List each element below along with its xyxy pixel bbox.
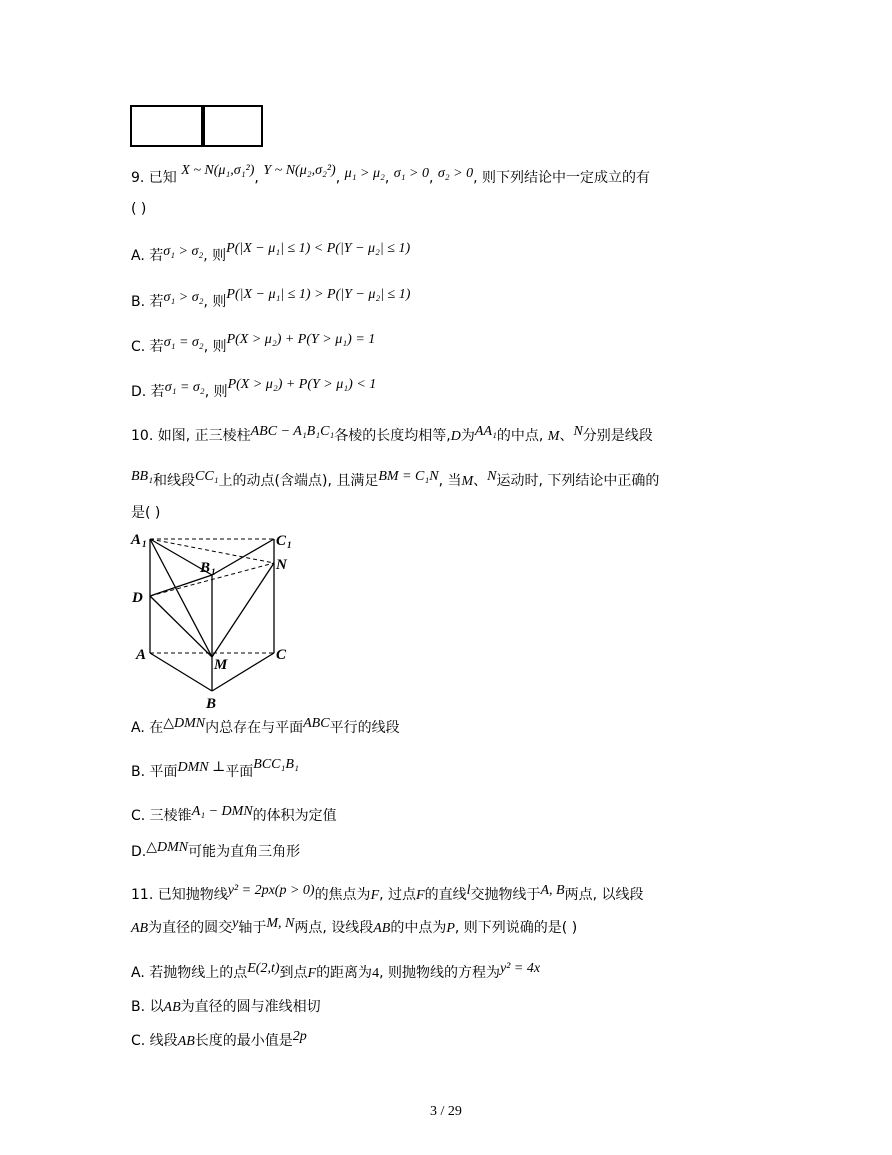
seg-d-m bbox=[150, 596, 212, 657]
edge-a-b bbox=[150, 653, 212, 691]
label-c1-sub: 1 bbox=[287, 540, 292, 550]
q9-option-a: A. 若σ₁ > σ₂, 则P(|X − μ₁| ≤ 1) < P(|Y − μ₂| ≤ 1) bbox=[131, 241, 411, 264]
q9-x-dist: X ~ N(μ₁,σ₁²) bbox=[181, 163, 255, 178]
label-c1: C bbox=[276, 533, 287, 549]
label-n: N bbox=[276, 557, 287, 573]
answer-box-left bbox=[130, 105, 205, 147]
q10-stem-line3: 是( ) bbox=[131, 505, 161, 521]
q10-option-b: B. 平面DMN ⊥平面BCC₁B₁ bbox=[131, 757, 299, 780]
label-a: A bbox=[136, 647, 147, 663]
q10-option-d: D.△DMN可能为直角三角形 bbox=[131, 840, 301, 860]
page-number: 3 / 29 bbox=[430, 1104, 462, 1119]
prism-figure bbox=[130, 527, 300, 712]
label-m: M bbox=[214, 657, 228, 673]
label-a1-sub: 1 bbox=[142, 539, 147, 549]
q9-option-c: C. 若σ₁ = σ₂, 则P(X > μ₂) + P(Y > μ₁) = 1 bbox=[131, 332, 376, 355]
label-b1: B bbox=[200, 560, 211, 576]
q9-option-d: D. 若σ₁ = σ₂, 则P(X > μ₂) + P(Y > μ₁) < 1 bbox=[131, 377, 377, 400]
answer-box-right bbox=[201, 105, 263, 147]
q11-stem-line2: AB为直径的圆交y轴于M, N两点, 设线段AB的中点为P, 则下列说确的是( ) bbox=[131, 916, 578, 936]
q10-option-c: C. 三棱锥A₁ − DMN的体积为定值 bbox=[131, 804, 337, 824]
q11-stem-line1: 11. 已知抛物线y² = 2px(p > 0)的焦点为F, 过点F的直线l交抛物线于A, B两点, 以线段 bbox=[131, 883, 644, 903]
q9-cond-s2: σ₂ > 0 bbox=[437, 166, 474, 181]
q10-stem-line1: 10. 如图, 正三棱柱ABC − A₁B₁C₁各棱的长度均相等,D为AA₁的中点, M、N分别是线段 bbox=[131, 424, 653, 444]
seg-a1-n-dashed bbox=[150, 539, 274, 563]
q10-stem-line2: BB₁和线段CC₁上的动点(含端点), 且满足BM = C₁N, 当M、N运动时, 下列结论中正确的 bbox=[131, 469, 660, 489]
q11-option-a: A. 若抛物线上的点E(2,t)到点F的距离为4, 则抛物线的方程为y² = 4x bbox=[131, 961, 541, 981]
q9-stem-line1: 9. 已知 X ~ N(μ₁,σ₁²), Y ~ N(μ₂,σ₂²), μ₁ > μ₂, σ₁ > 0, σ₂ > 0, 则下列结论中一定成立的有 bbox=[131, 163, 651, 186]
q9-paren: ( ) bbox=[131, 201, 147, 217]
label-b1-sub: 1 bbox=[211, 567, 216, 577]
seg-d-b1 bbox=[150, 575, 212, 596]
q10-option-a: A. 在△DMN内总存在与平面ABC平行的线段 bbox=[131, 716, 400, 736]
q9-cond-mu: μ₁ > μ₂ bbox=[344, 166, 385, 181]
q9-cond-s1: σ₁ > 0 bbox=[393, 166, 429, 181]
label-b: B bbox=[206, 696, 217, 712]
q9-y-dist: Y ~ N(μ₂,σ₂²) bbox=[263, 163, 336, 178]
q11-option-c: C. 线段AB长度的最小值是2p bbox=[131, 1029, 307, 1049]
label-c: C bbox=[276, 647, 287, 663]
q11-option-b: B. 以AB为直径的圆与准线相切 bbox=[131, 999, 321, 1015]
q9-option-b: B. 若σ₁ > σ₂, 则P(|X − μ₁| ≤ 1) > P(|Y − μ₂| ≤ 1) bbox=[131, 287, 411, 310]
label-a1: A bbox=[131, 532, 142, 548]
label-d: D bbox=[132, 590, 143, 606]
